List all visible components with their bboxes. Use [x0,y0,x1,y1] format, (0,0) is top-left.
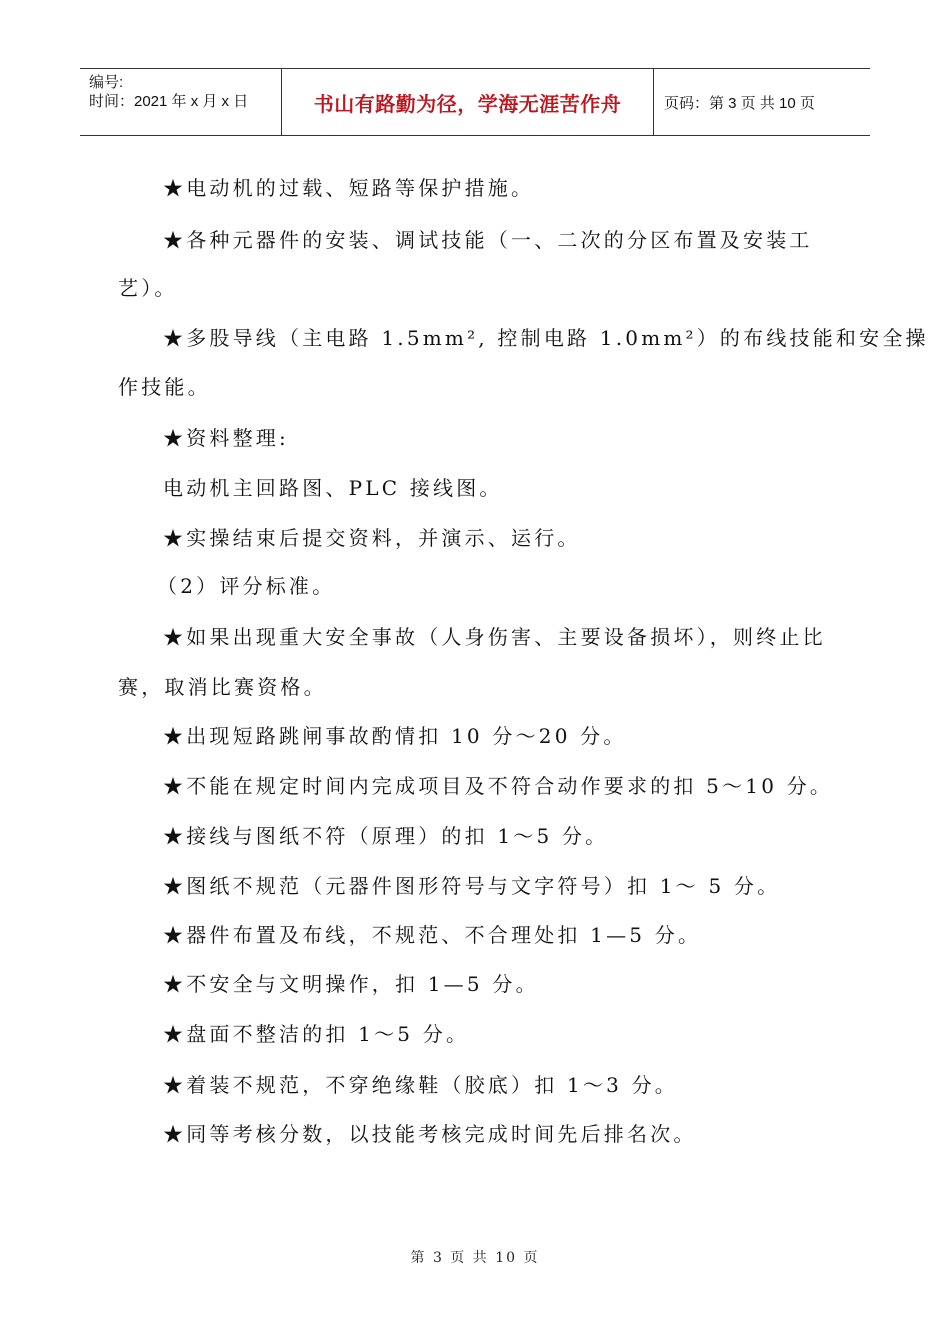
paragraph-time-limit: ★不能在规定时间内完成项目及不符合动作要求的扣 5～10 分。 [163,774,834,798]
paragraph-overload-protection: ★电动机的过载、短路等保护措施。 [163,176,535,200]
time-label: 时间：2021 年 x 月 x 日 [89,93,249,110]
paragraph-layout-standard: ★器件布置及布线，不规范、不合理处扣 1—5 分。 [163,923,702,947]
paragraph-wiring-mismatch: ★接线与图纸不符（原理）的扣 1～5 分。 [163,824,609,848]
paragraph-short-circuit: ★出现短路跳闸事故酌情扣 10 分～20 分。 [163,724,627,748]
paragraph-diagrams: 电动机主回路图、PLC 接线图。 [163,476,503,500]
paragraph-document-organize: ★资料整理: [163,426,289,450]
paragraph-drawing-standard: ★图纸不规范（元器件图形符号与文字符号）扣 1～ 5 分。 [163,874,781,898]
paragraph-safety-accident: ★如果出现重大安全事故（人身伤害、主要设备损坏），则终止比 [163,625,826,649]
paragraph-submit: ★实操结束后提交资料，并演示、运行。 [163,526,581,550]
document-header [80,68,870,136]
header-meta [80,69,282,135]
paragraph-component-install-cont: 艺）。 [118,276,178,300]
paragraph-panel-clean: ★盘面不整洁的扣 1～5 分。 [163,1022,470,1046]
header-page-info: 页码：第 3 页 共 10 页 [664,94,815,112]
paragraph-wiring-skills-cont: 作技能。 [118,375,211,399]
header-motto: 书山有路勤为径，学海无涯苦作舟 [282,69,654,135]
paragraph-ranking: ★同等考核分数，以技能考核完成时间先后排名次。 [163,1122,697,1146]
paragraph-wiring-skills: ★多股导线（主电路 1.5mm², 控制电路 1.0mm²）的布线技能和安全操 [163,326,929,350]
paragraph-dress-code: ★着装不规范，不穿绝缘鞋（胶底）扣 1～3 分。 [163,1073,678,1097]
section-heading-scoring: （2）评分标准。 [157,574,336,598]
serial-label: 编号: [89,74,124,91]
paragraph-component-install: ★各种元器件的安装、调试技能（一、二次的分区布置及安装工 [163,228,813,252]
page-footer: 第 3 页 共 10 页 [410,1250,540,1266]
paragraph-unsafe-operation: ★不安全与文明操作，扣 1—5 分。 [163,972,539,996]
paragraph-safety-accident-cont: 赛，取消比赛资格。 [118,675,327,699]
